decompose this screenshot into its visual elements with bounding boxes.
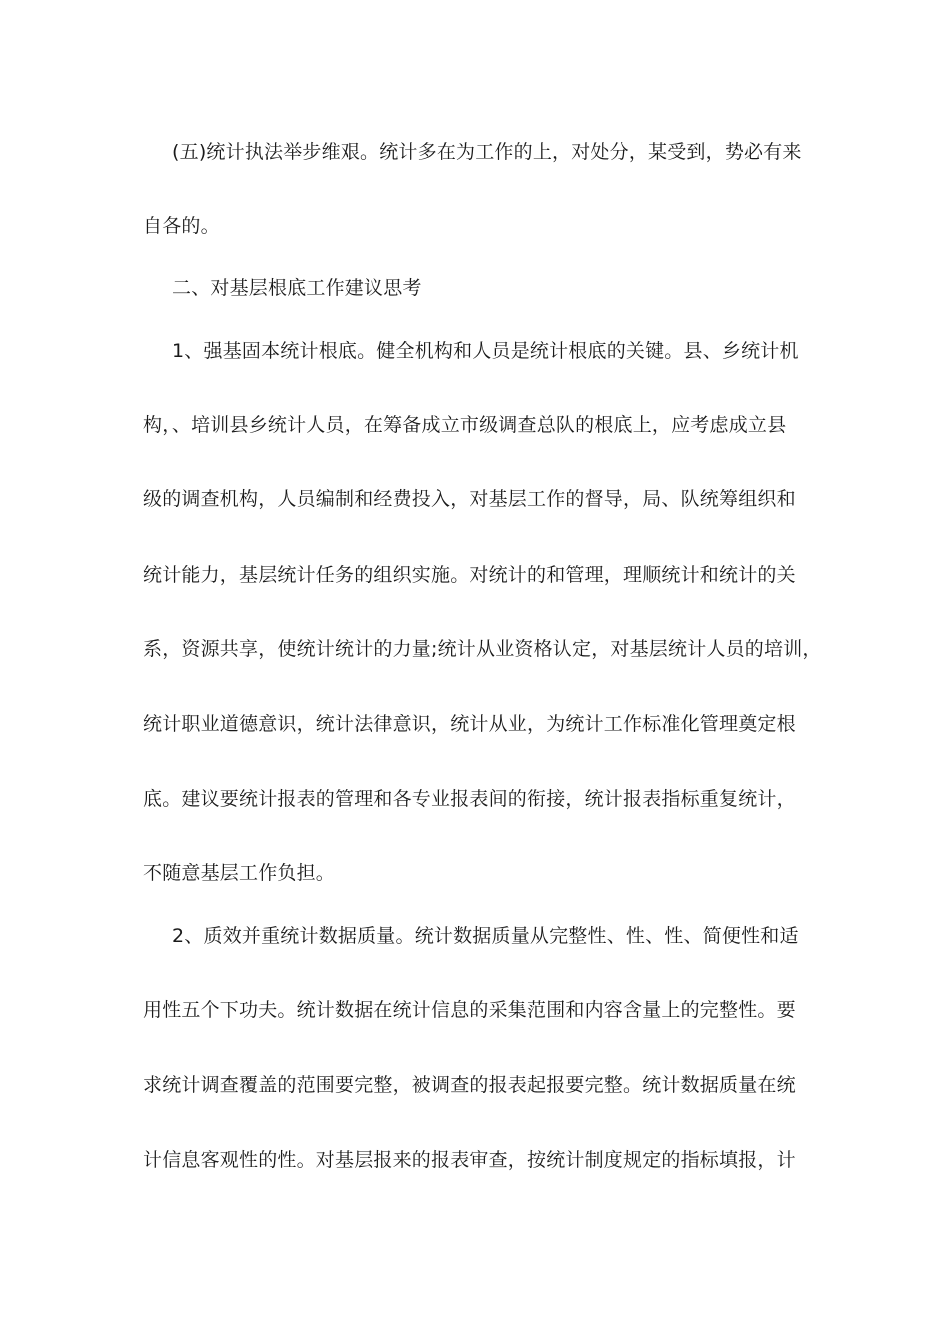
- paragraph-line: 用性五个下功夫。统计数据在统计信息的采集范围和内容含量上的完整性。要: [143, 999, 796, 1021]
- paragraph-line: 计信息客观性的性。对基层报来的报表审查，按统计制度规定的指标填报，计: [143, 1149, 796, 1171]
- paragraph-line: 统计职业道德意识，统计法律意识，统计从业，为统计工作标准化管理奠定根: [143, 713, 796, 735]
- paragraph-line: 2、质效并重统计数据质量。统计数据质量从完整性、性、性、简便性和适: [172, 925, 799, 947]
- paragraph-line: (五)统计执法举步维艰。统计多在为工作的上，对处分，某受到，势必有来: [172, 141, 802, 163]
- paragraph-line: 底。建议要统计报表的管理和各专业报表间的衔接，统计报表指标重复统计，: [143, 788, 796, 810]
- paragraph-line: 统计能力，基层统计任务的组织实施。对统计的和管理，理顺统计和统计的关: [143, 564, 796, 586]
- paragraph-line: 级的调查机构，人员编制和经费投入，对基层工作的督导，局、队统筹组织和: [143, 488, 796, 510]
- section-heading: 二、对基层根底工作建议思考: [172, 277, 422, 299]
- paragraph-line: 1、强基固本统计根底。健全机构和人员是统计根底的关键。县、乡统计机: [172, 340, 799, 362]
- paragraph-line: 自各的。: [143, 215, 220, 237]
- paragraph-line: 求统计调查覆盖的范围要完整，被调查的报表起报要完整。统计数据质量在统: [143, 1074, 796, 1096]
- paragraph-line: 系，资源共享，使统计统计的力量;统计从业资格认定，对基层统计人员的培训，: [143, 638, 822, 660]
- paragraph-line: 不随意基层工作负担。: [143, 862, 336, 884]
- paragraph-line: 构，、培训县乡统计人员，在筹备成立市级调查总队的根底上，应考虑成立县: [143, 414, 787, 436]
